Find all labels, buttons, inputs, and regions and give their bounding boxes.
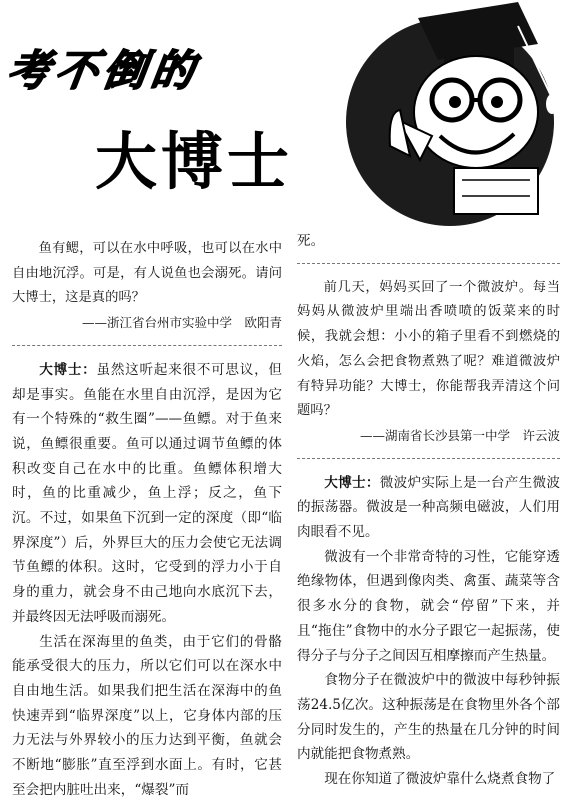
answer-1-paragraph-1	[12, 358, 282, 630]
answer-2-paragraph-3: 食物分子在微波炉中的微波中每秒钟振荡24.5亿次。这种振荡是在食物里外各个部分同时发生的，产生的热量在几分钟的时间内就能把食物煮熟。	[297, 672, 560, 763]
answer-label: 大博士：	[39, 361, 97, 378]
column-title-small: 考不倒的	[4, 46, 204, 95]
section-divider	[297, 458, 560, 459]
answer-1-text: 虽然这听起来很不可思议，但却是事实。鱼能在水里自由沉浮，是因为它有一个特殊的“救生圈”——鱼鳔。对于鱼来说，鱼鳔很重要。鱼可以通过调节鱼鳔的体积改变自己在水中的比重。鱼鳔体积增大时，鱼的比重减少，鱼上浮；反之，鱼下沉。不过，如果鱼下沉到一定的深度（即“临界深度”）后，外界巨大的压力会使它无法调节鱼鳔的体积。这时，它受到的浮力小于自身的重力，就会身不由己地向水底沉下去，并最终因无法呼吸而溺死。	[12, 361, 283, 625]
column-title-large: 大博士	[95, 125, 294, 198]
answer-1-continuation: 死。	[297, 233, 325, 249]
answer-label: 大博士：	[324, 474, 380, 491]
left-column	[12, 237, 282, 802]
question-2-byline	[297, 424, 560, 449]
right-column	[297, 229, 560, 792]
answer-2-paragraph-2: 微波有一个非常奇特的习性，它能穿透绝缘物体，但遇到像肉类、禽蛋、蔬菜等含很多水分的食物，就会“停留”下来，并且“拖住”食物中的水分子跟它一起振荡，使得分子与分子之间因互相摩擦而产生热量。	[297, 548, 560, 664]
answer-2-paragraph-1	[297, 471, 560, 545]
doctor-mascot-illustration	[312, 0, 570, 228]
byline-school: ——湖南省长沙县第一中学	[359, 427, 510, 443]
question-1-byline	[12, 311, 282, 336]
byline-name: 许云波	[522, 427, 560, 443]
answer-2-text: 微波炉实际上是一台产生微波的振荡器。微波是一种高频电磁波，人们用肉眼看不见。	[297, 474, 561, 541]
answer-2-paragraph-4: 现在你知道了微波炉靠什么烧煮食物了	[324, 771, 556, 788]
reader-question-2: 前几天，妈妈买回了一个微波炉。每当妈妈从微波炉里端出香喷喷的饭菜来的时候，我就会想：小小的箱子里看不到燃烧的火焰，怎么会把食物煮熟了呢？难道微波炉有特异功能？大博士，你能帮我弄清这个问题吗？	[297, 279, 560, 419]
byline-school: ——浙江省台州市实验中学	[81, 315, 232, 331]
reader-question-1: 鱼有鳃，可以在水中呼吸，也可以在水中自由地沉浮。可是，有人说鱼也会溺死。请问大博士，这是真的吗？	[12, 241, 282, 306]
byline-name: 欧阳青	[244, 315, 282, 331]
section-divider	[297, 263, 560, 264]
section-divider	[12, 345, 282, 346]
answer-1-paragraph-2: 生活在深海里的鱼类，由于它们的骨骼能承受很大的压力，所以它们可以在深水中自由地生活。如果我们把生活在深海中的鱼快速弄到“临界深度”以上，它身体内部的压力无法与外界较小的压力达到平衡，鱼就会不断地“膨胀”直至浮到水面上。有时，它甚至会把内脏吐出来，“爆裂”而	[12, 633, 282, 798]
